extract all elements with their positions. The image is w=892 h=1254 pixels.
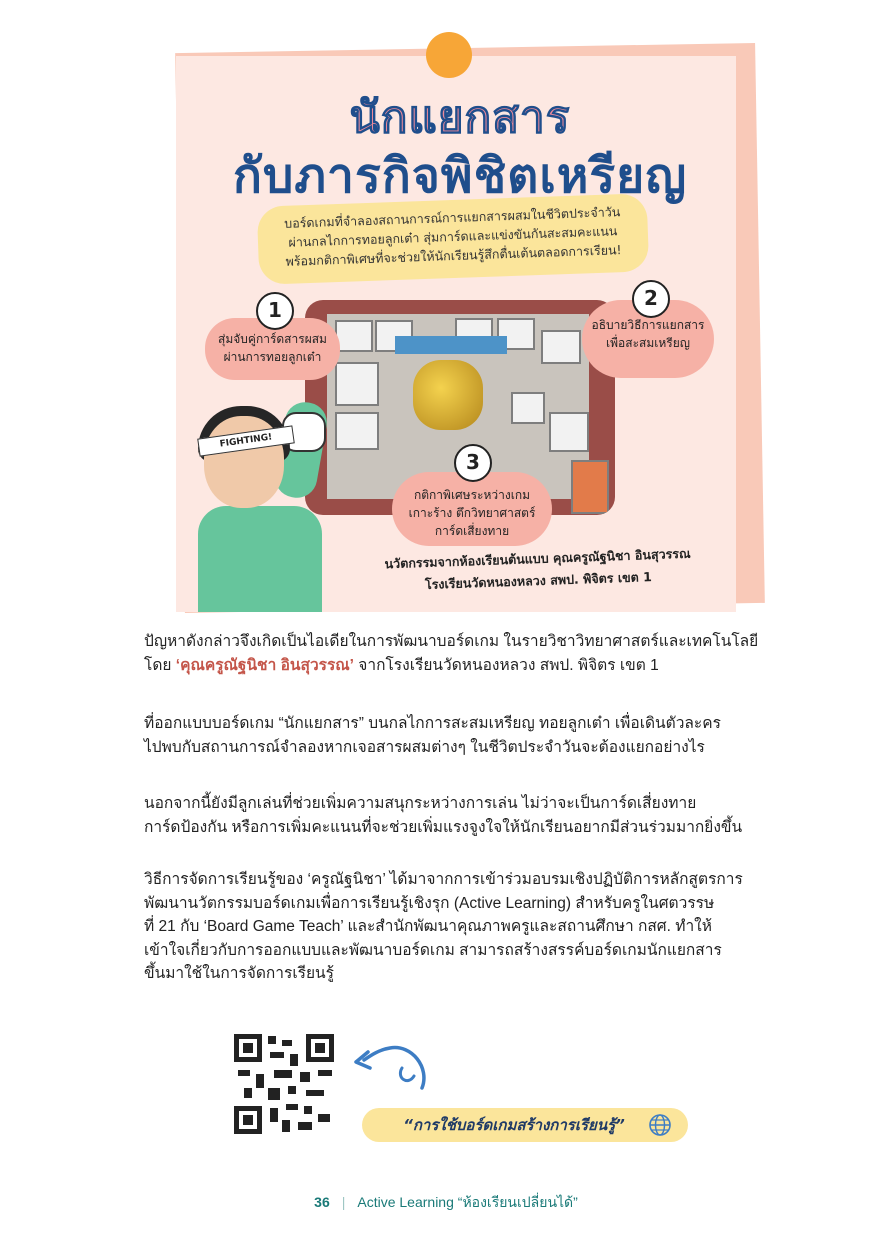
qr-link-label[interactable] (362, 1108, 688, 1142)
step-2-text: เพื่อสะสมเหรียญ (606, 336, 690, 350)
paragraph-line: ขึ้นมาใช้ในการจัดการเรียนรู้ (144, 965, 334, 982)
footer-title: Active Learning (357, 1194, 458, 1210)
curved-arrow-icon (352, 1038, 434, 1094)
board-card (541, 330, 581, 364)
paragraph-4 (144, 868, 784, 986)
board-card (571, 460, 609, 514)
step-3-number: 3 (454, 444, 492, 482)
globe-icon (648, 1113, 672, 1137)
poster-title-line1: นักแยกสาร (349, 92, 571, 143)
page-footer (0, 1192, 892, 1214)
paragraph-line: การ์ดป้องกัน หรือการเพิ่มคะแนนที่จะช่วยเพิ่มแรงจูงใจให้นักเรียนอยากมีส่วนร่วมมากยิ่งขึ้น (144, 818, 743, 836)
step-3-text: การ์ดเสี่ยงทาย (434, 524, 510, 538)
teacher-name-highlight: ‘คุณครูณัฐนิชา อินสุวรรณ’ (175, 656, 354, 674)
paragraph-line: ที่ออกแบบบอร์ดเกม “นักแยกสาร” บนกลไกการสะสมเหรียญ ทอยลูกเต๋า เพื่อเดินตัวละคร (144, 715, 721, 732)
board-card (511, 392, 545, 424)
paragraph-1 (144, 630, 784, 677)
qr-link-text[interactable]: “การใช้บอร์ดเกมสร้างการเรียนรู้” (403, 1116, 625, 1134)
board-card (335, 320, 373, 352)
step-1-text: ผ่านการทอยลูกเต๋า (223, 350, 322, 364)
poster-description (257, 193, 649, 285)
paragraph-2 (144, 712, 784, 759)
board-card (335, 412, 379, 450)
paragraph-line: ไปพบกับสถานการณ์จำลองหากเจอสารผสมต่างๆ ในชีวิตประจำวันจะต้องแยกอย่างไร (144, 738, 705, 756)
paragraph-line: นอกจากนี้ยังมีลูกเล่นที่ช่วยเพิ่มความสนุกระหว่างการเล่น ไม่ว่าจะเป็นการ์ดเสี่ยงทาย (144, 795, 697, 812)
step-2-text: อธิบายวิธีการแยกสาร (591, 318, 705, 332)
sun-decoration (426, 32, 472, 78)
board-banner (395, 336, 507, 354)
paragraph-3 (144, 792, 784, 839)
description-line: พร้อมกติกาพิเศษที่จะช่วยให้นักเรียนรู้สึกตื่นเต้นตลอดการเรียน! (285, 242, 622, 269)
paragraph-line (144, 654, 784, 678)
description-line: ผ่านกลไกการทอยลูกเต๋า สุ่มการ์ดและแข่งขันกันสะสมคะแนน (288, 223, 618, 250)
footer-title-quoted: “ห้องเรียนเปลี่ยนได้” (457, 1194, 578, 1210)
paragraph-line: พัฒนานวัตกรรมบอร์ดเกมเพื่อการเรียนรู้เชิงรุก (Active Learning) สำหรับครูในศตวรรษ (144, 894, 715, 912)
step-1-text: สุ่มจับคู่การ์ดสารผสม (218, 332, 327, 346)
step-2-number: 2 (632, 280, 670, 318)
paragraph-text: โดย (144, 656, 176, 674)
paragraph-line: วิธีการจัดการเรียนรู้ของ ‘ครูณัฐนิชา’ ได้มาจากการเข้าร่วมอบรมเชิงปฏิบัติการหลักสูตรการ (144, 871, 743, 888)
paragraph-line: เข้าใจเกี่ยวกับการออกแบบและพัฒนาบอร์ดเกม สามารถสร้างสรรค์บอร์ดเกมนักแยกสาร (144, 941, 722, 959)
step-1-number: 1 (256, 292, 294, 330)
qr-code[interactable] (234, 1034, 334, 1134)
character-shirt (198, 506, 322, 612)
character-headband: FIGHTING! (197, 425, 295, 456)
description-line: บอร์ดเกมที่จำลองสถานการณ์การแยกสารผสมในชีวิตประจำวัน (283, 204, 621, 231)
board-card (335, 362, 379, 406)
credit-line: โรงเรียนวัดหนองหลวง สพป. พิจิตร เขต 1 (424, 569, 653, 592)
poster-title-line2: กับภารกิจพิชิตเหรียญ (232, 148, 688, 204)
step-3-text: เกาะร้าง ตึกวิทยาศาสตร์ (408, 506, 536, 520)
gold-coins (413, 360, 483, 430)
paragraph-line: ที่ 21 กับ ‘Board Game Teach’ และสำนักพัฒนาคุณภาพครูและสถานศึกษา กสศ. ทำให้ (144, 918, 712, 935)
page-number: 36 (314, 1194, 330, 1210)
paragraph-line: ปัญหาดังกล่าวจึงเกิดเป็นไอเดียในการพัฒนาบอร์ดเกม ในรายวิชาวิทยาศาสตร์และเทคโนโลยี (144, 633, 759, 650)
step-3-text: กติกาพิเศษระหว่างเกม (413, 488, 530, 502)
paragraph-text: จากโรงเรียนวัดหนองหลวง สพป. พิจิตร เขต 1 (354, 656, 659, 674)
step-3-bubble (392, 472, 552, 546)
footer-divider: | (341, 1194, 346, 1210)
credit-line: นวัตกรรมจากห้องเรียนต้นแบบ คุณครูณัฐนิชา อินสุวรรณ (384, 545, 691, 572)
board-card (549, 412, 589, 452)
